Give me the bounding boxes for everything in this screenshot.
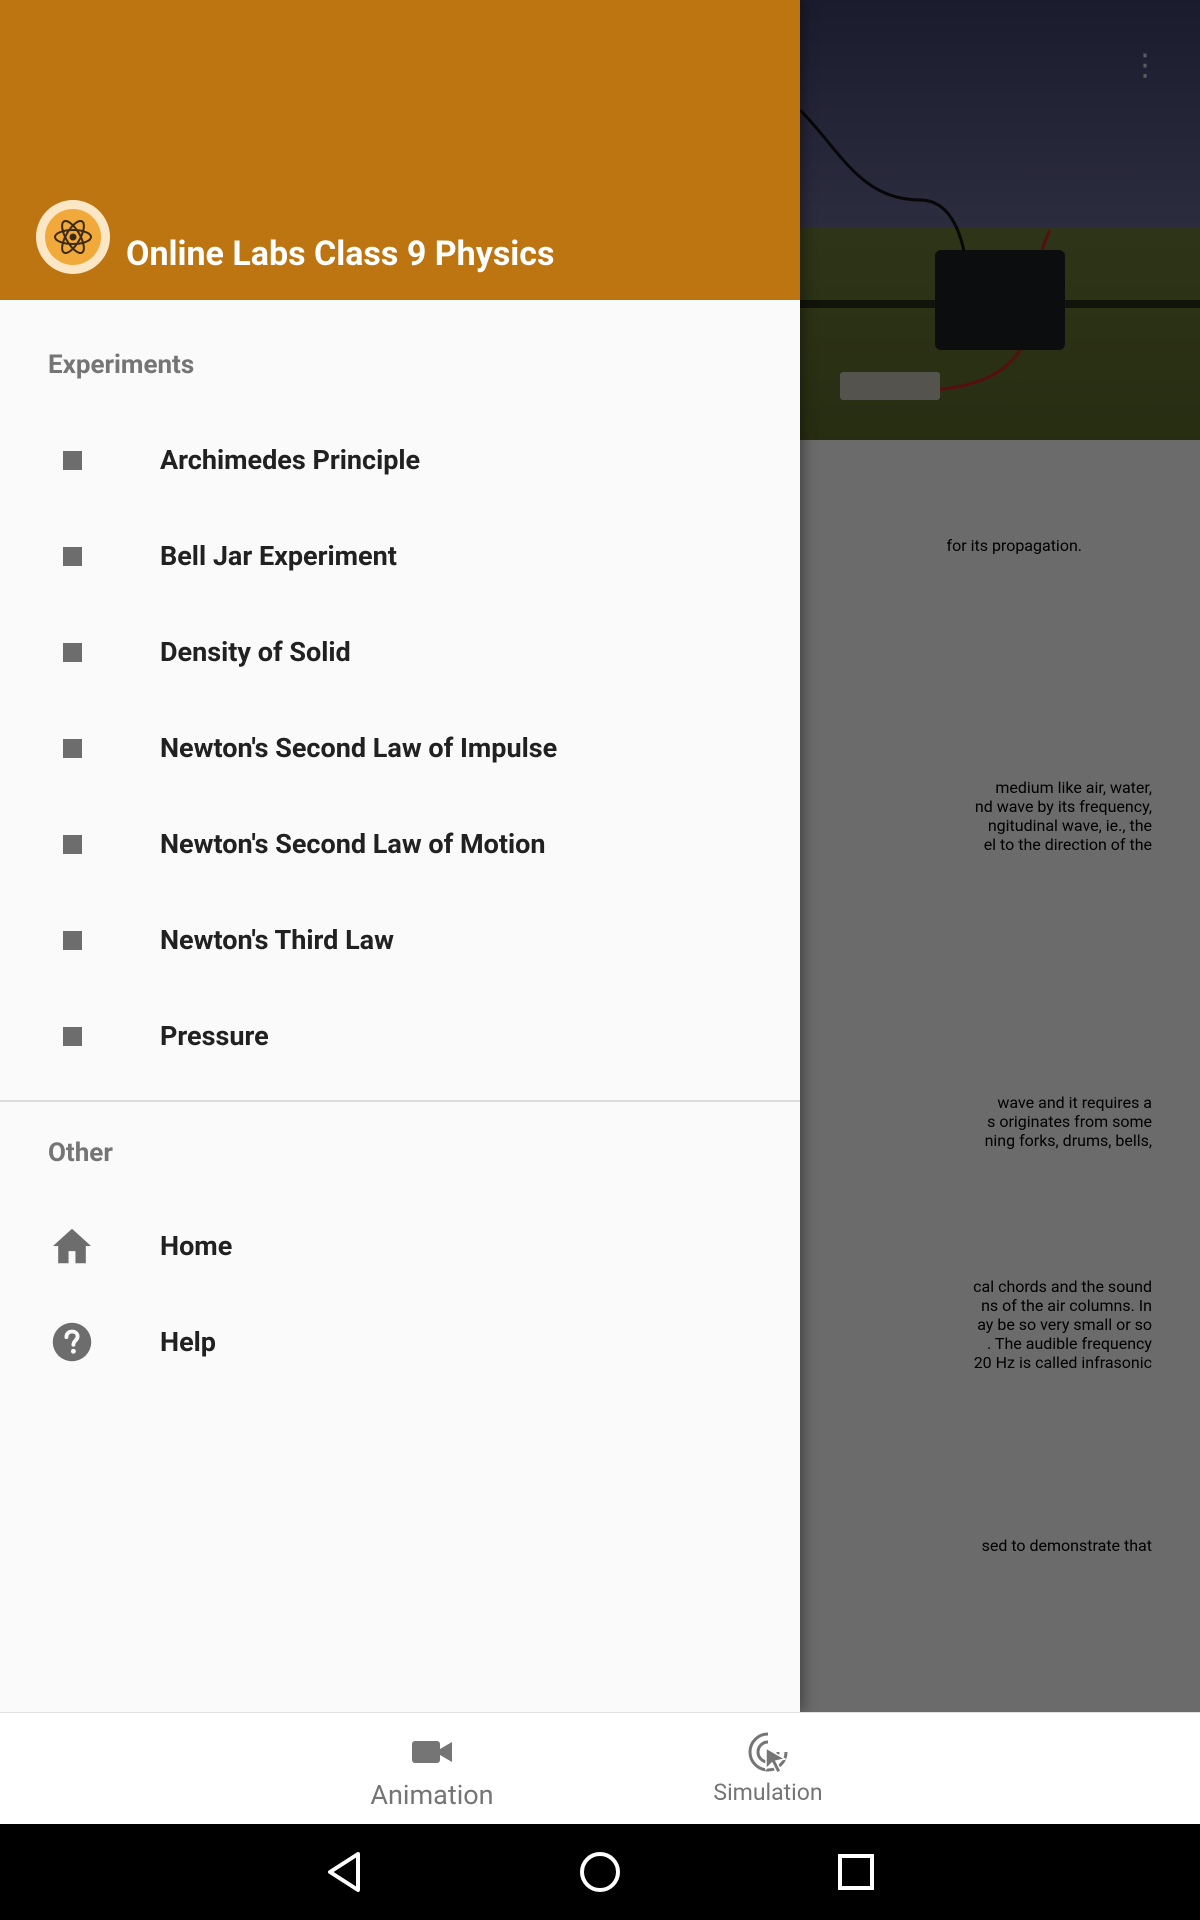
touch-cursor-icon	[745, 1729, 791, 1775]
nav-item-density-of-solid[interactable]: Density of Solid	[0, 604, 800, 700]
bullet-icon	[48, 532, 96, 580]
bullet-icon	[48, 1012, 96, 1060]
bullet-icon	[48, 916, 96, 964]
nav-item-bell-jar-experiment[interactable]: Bell Jar Experiment	[0, 508, 800, 604]
section-label-other: Other	[48, 1138, 113, 1168]
bullet-icon	[48, 436, 96, 484]
nav-item-pressure[interactable]: Pressure	[0, 988, 800, 1084]
bullet-icon	[48, 628, 96, 676]
nav-item-help[interactable]: Help	[0, 1294, 800, 1390]
nav-item-newtons-second-law-of-impulse[interactable]: Newton's Second Law of Impulse	[0, 700, 800, 796]
bullet-icon	[48, 820, 96, 868]
app-title: Online Labs Class 9 Physics	[126, 234, 555, 274]
nav-item-newtons-second-law-of-motion[interactable]: Newton's Second Law of Motion	[0, 796, 800, 892]
home-button-icon[interactable]	[572, 1844, 628, 1900]
system-navigation-bar	[0, 1824, 1200, 1920]
bullet-icon	[48, 724, 96, 772]
back-icon[interactable]	[316, 1844, 372, 1900]
nav-item-newtons-third-law[interactable]: Newton's Third Law	[0, 892, 800, 988]
help-icon	[48, 1318, 96, 1366]
app-logo	[36, 200, 110, 274]
bottom-nav-animation[interactable]: Animation	[312, 1713, 552, 1825]
home-icon	[48, 1222, 96, 1270]
bottom-navigation	[0, 1712, 1200, 1824]
section-label-experiments: Experiments	[48, 350, 195, 380]
nav-item-archimedes-principle[interactable]: Archimedes Principle	[0, 412, 800, 508]
videocam-icon	[411, 1729, 453, 1775]
bottom-nav-simulation[interactable]: Simulation	[648, 1713, 888, 1825]
nav-item-home[interactable]: Home	[0, 1198, 800, 1294]
atom-icon	[51, 215, 95, 259]
recents-icon[interactable]	[828, 1844, 884, 1900]
drawer-divider	[0, 1100, 800, 1102]
drawer-header	[0, 0, 800, 300]
